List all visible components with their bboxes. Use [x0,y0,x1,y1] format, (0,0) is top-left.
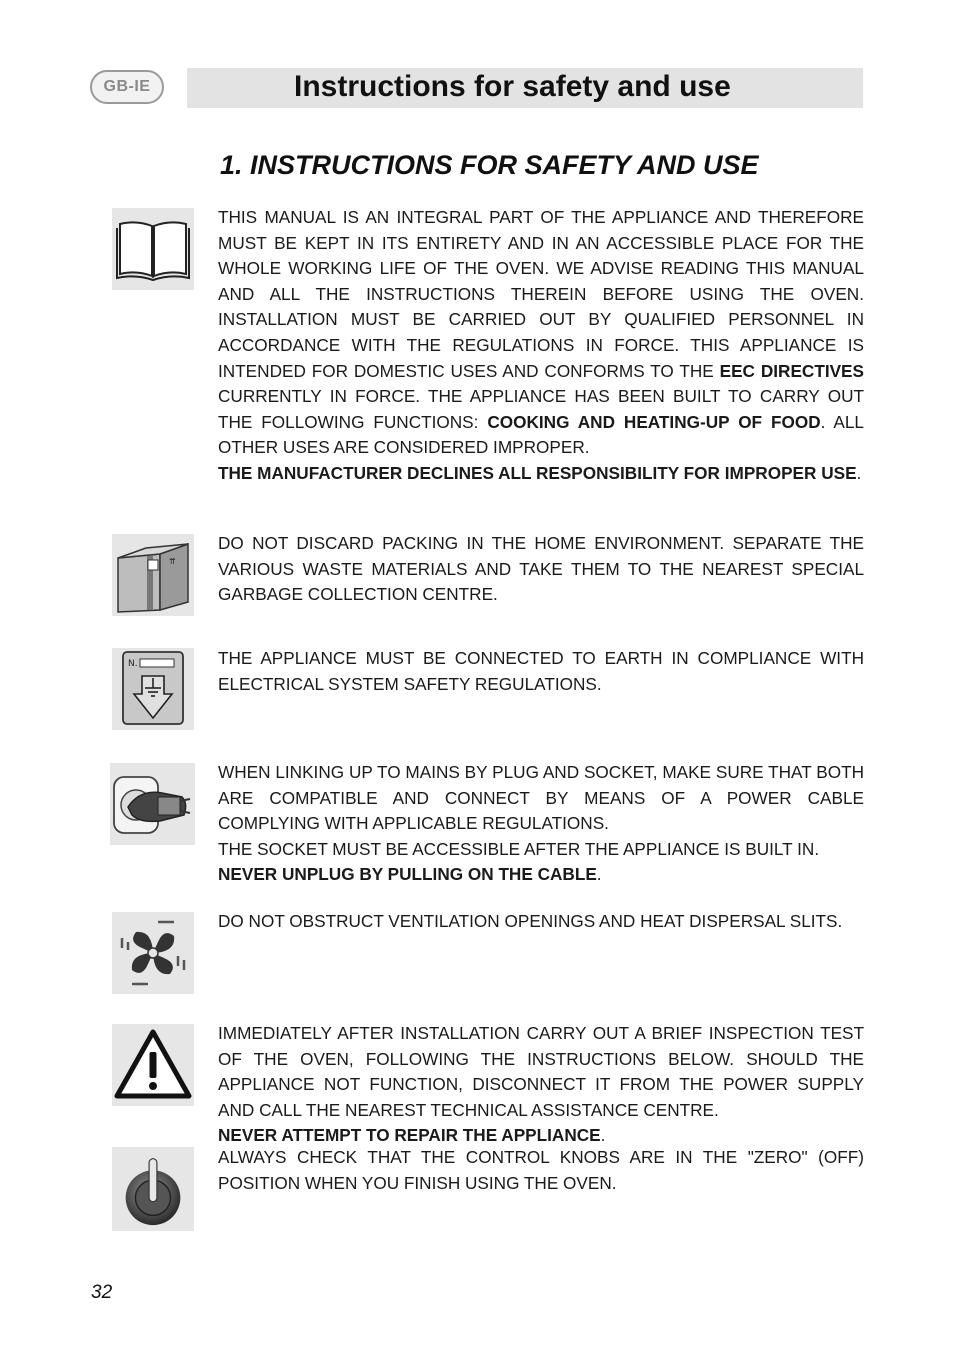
inspection-text-2: . [600,1125,606,1146]
inspection-text-1: IMMEDIATELY AFTER INSTALLATION CARRY OUT A BRIEF INSPECTION TEST OF THE OVEN, FOLLOWING THE INSTRUCTIONS BELOW. SHOULD THE APPLIANCE NOT FUNCTION, DISCONNECT IT FROM THE POWER SUPPLY AND CALL THE NEAREST TECHNICAL ASSISTANCE CENTRE. [218,1023,864,1120]
inspection-paragraph [218,1021,864,1149]
page-header [187,68,863,108]
ventilation-fan-icon [112,912,194,994]
eec-directives-text: EEC DIRECTIVES [719,360,864,381]
warning-triangle-icon [112,1024,194,1106]
section-title: 1. INSTRUCTIONS FOR SAFETY AND USE [220,150,759,180]
plug-text-2: THE SOCKET MUST BE ACCESSIBLE AFTER THE APPLIANCE IS BUILT IN. [218,838,820,859]
earth-ground-icon [112,648,194,730]
functions-text: COOKING AND HEATING-UP OF FOOD [487,411,821,432]
ventilation-paragraph: DO NOT OBSTRUCT VENTILATION OPENINGS AND HEAT DISPERSAL SLITS. [218,911,843,931]
plug-paragraph [218,760,864,888]
svg-text:⇈: ⇈ [169,557,176,566]
plug-text-1: WHEN LINKING UP TO MAINS BY PLUG AND SOCKET, MAKE SURE THAT BOTH ARE COMPATIBLE AND CONNECT BY MEANS OF A POWER CABLE COMPLYING WITH APPLICABLE REGULATIONS. [218,762,864,834]
manual-text-4: . [856,462,862,483]
svg-text:N.: N. [128,659,138,669]
manual-text-1: THIS MANUAL IS AN INTEGRAL PART OF THE APPLIANCE AND THEREFORE MUST BE KEPT IN ITS ENTIRETY AND IN AN ACCESSIBLE PLACE FOR THE WHOLE WORKING LIFE OF THE OVEN. WE ADVISE READING THIS MANUAL AND ALL THE INSTRUCTIONS THEREIN BEFORE USING THE OVEN. INSTALLATION MUST BE CARRIED OUT BY QUALIFIED PERSONNEL IN ACCORDANCE WITH THE REGULATIONS IN FORCE. THIS APPLIANCE IS INTENDED FOR DOMESTIC USES AND CONFORMS TO THE [218,207,864,381]
page-number: 32 [91,1282,113,1303]
manual-paragraph [218,205,864,487]
earth-paragraph: THE APPLIANCE MUST BE CONNECTED TO EARTH IN COMPLIANCE WITH ELECTRICAL SYSTEM SAFETY REGULATIONS. [218,648,864,694]
repair-warning-text: NEVER ATTEMPT TO REPAIR THE APPLIANCE [218,1125,601,1146]
manual-text-3: . ALL OTHER USES ARE CONSIDERED IMPROPER. [218,411,864,458]
unplug-warning-text: NEVER UNPLUG BY PULLING ON THE CABLE [218,864,597,885]
open-book-icon [112,208,194,290]
language-badge-label: GB-IE [103,78,151,95]
manual-text-2: CURRENTLY IN FORCE. THE APPLIANCE HAS BEEN BUILT TO CARRY OUT THE FOLLOWING FUNCTIONS: [218,386,864,432]
packing-box-icon [112,534,194,616]
plug-socket-icon [110,763,195,845]
packing-paragraph: DO NOT DISCARD PACKING IN THE HOME ENVIRONMENT. SEPARATE THE VARIOUS WASTE MATERIALS AND TAKE THEM TO THE NEAREST SPECIAL GARBAGE COLLECTION CENTRE. [218,533,864,605]
language-badge [90,70,164,104]
plug-text-3: . [596,864,602,885]
control-knob-icon [112,1147,194,1231]
knob-paragraph: ALWAYS CHECK THAT THE CONTROL KNOBS ARE IN THE "ZERO" (OFF) POSITION WHEN YOU FINISH USING THE OVEN. [218,1147,864,1193]
manufacturer-disclaimer-text: THE MANUFACTURER DECLINES ALL RESPONSIBILITY FOR IMPROPER USE [218,462,857,483]
page-title: Instructions for safety and use [294,70,731,103]
